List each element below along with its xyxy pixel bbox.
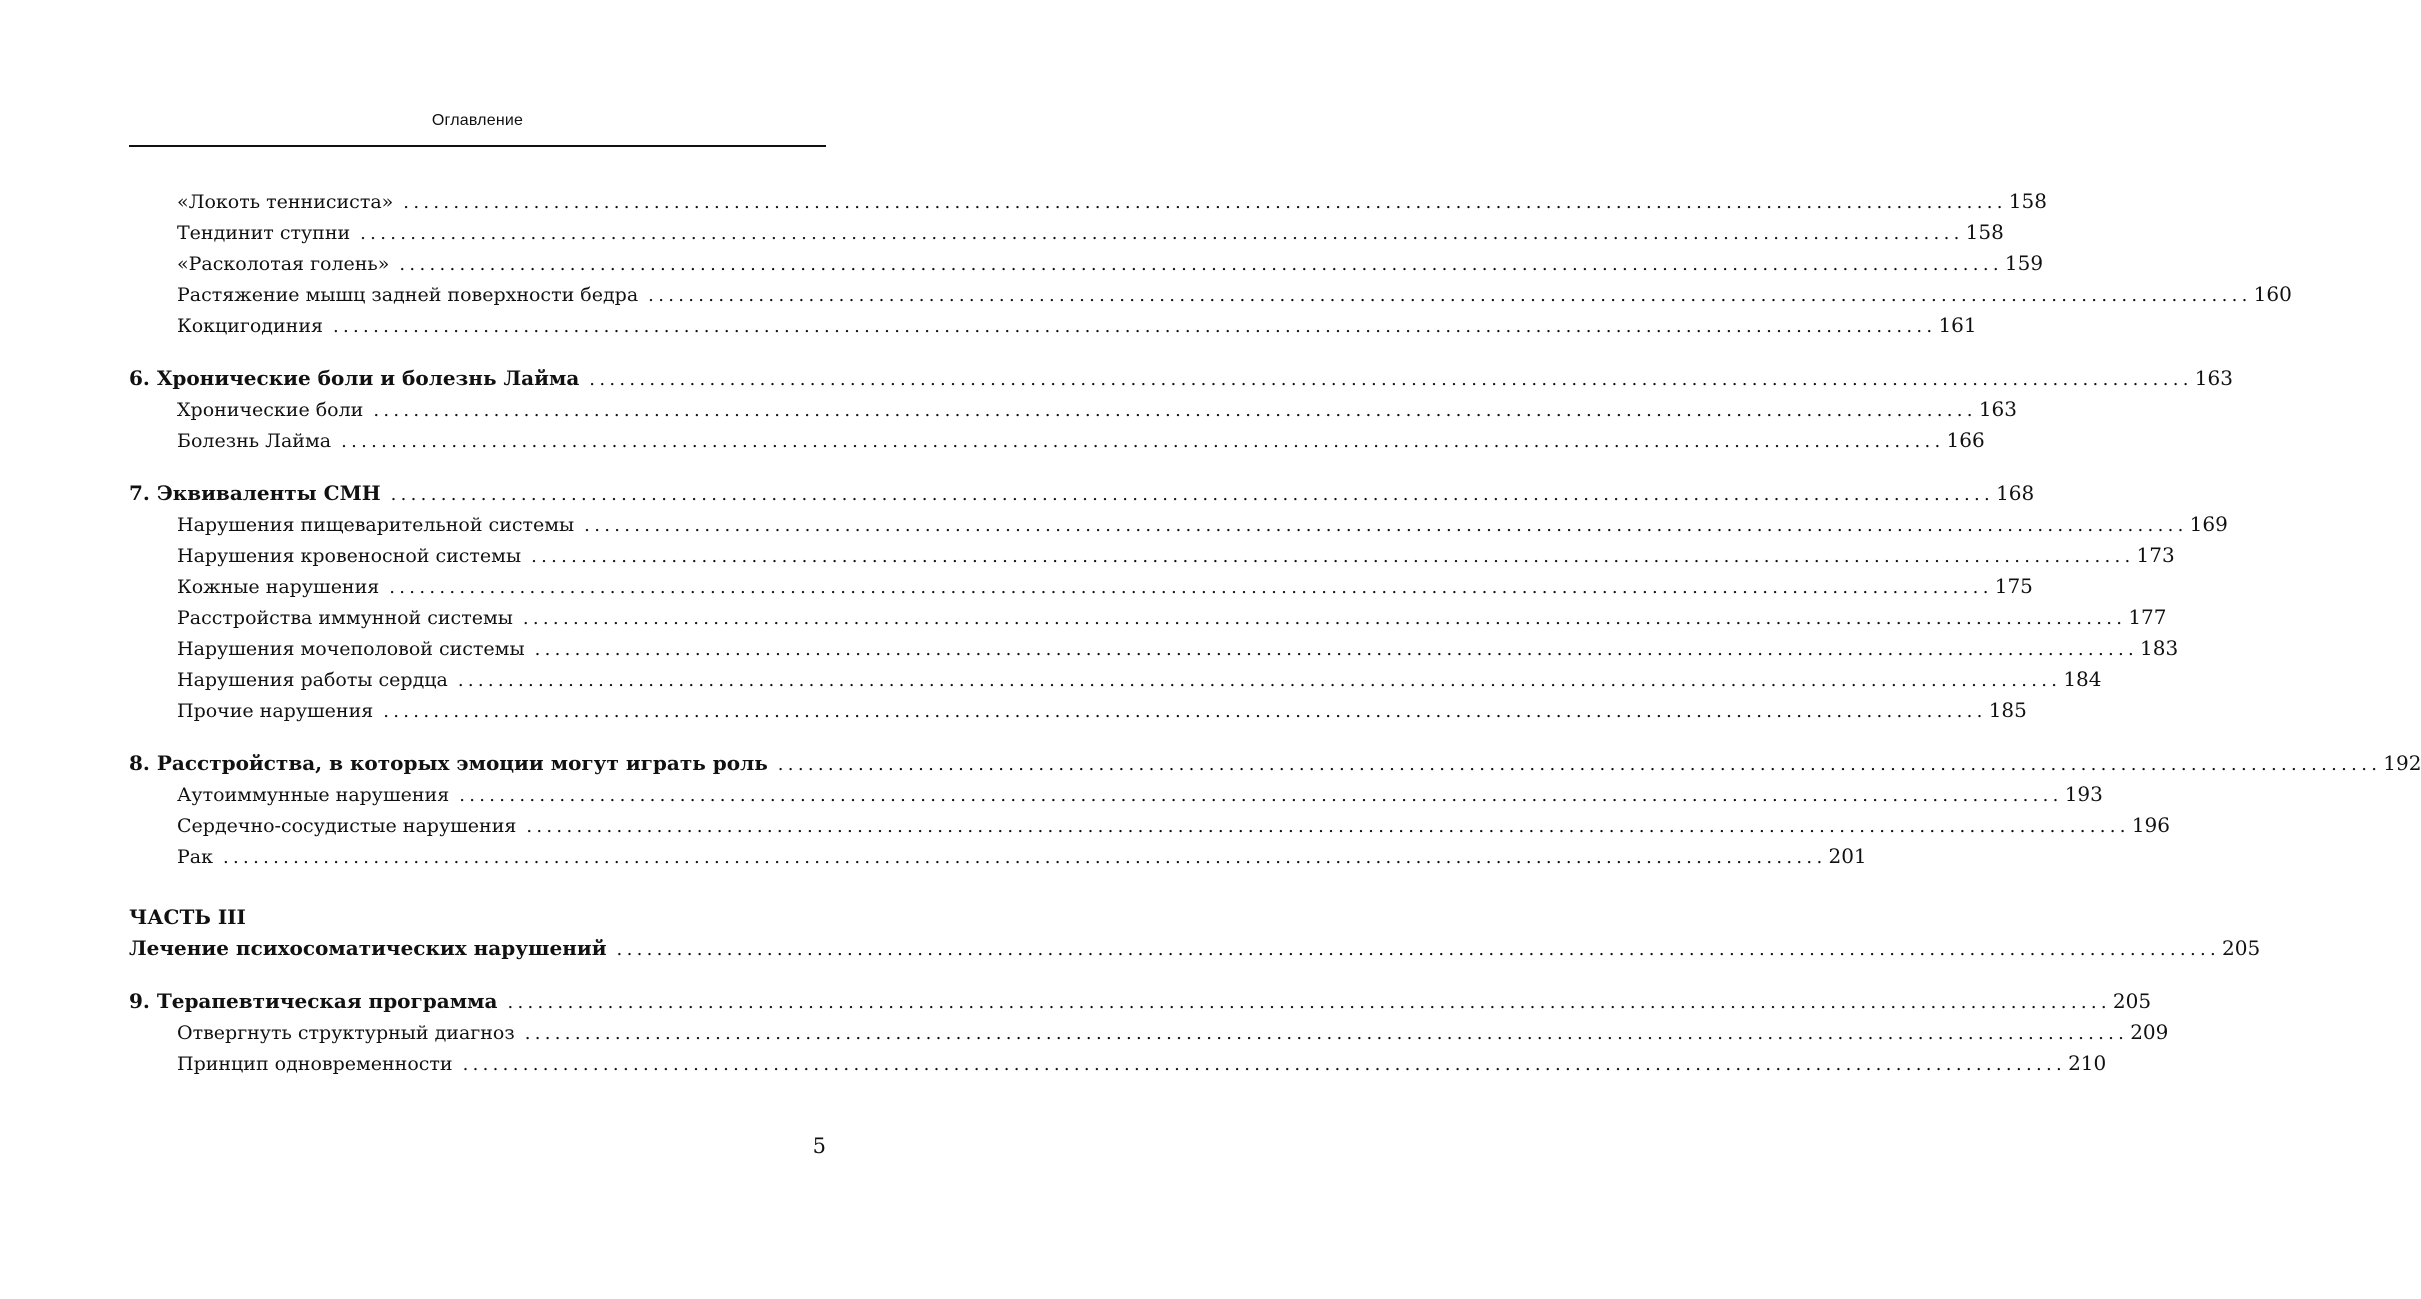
dot-leader: ................................................................................................................................................................ bbox=[389, 577, 1993, 598]
toc-chapter-8[interactable] bbox=[129, 748, 2421, 779]
toc-entry-circulatory[interactable] bbox=[129, 540, 2175, 571]
toc-entry-page: 175 bbox=[1994, 574, 2033, 598]
toc-entry-genitourinary[interactable] bbox=[129, 633, 2179, 664]
section-spacer bbox=[129, 456, 826, 478]
dot-leader: ................................................................................................................................................................ bbox=[223, 847, 1827, 868]
table-of-contents bbox=[129, 186, 2421, 1079]
toc-entry-page: 169 bbox=[2189, 512, 2228, 536]
dot-leader: ................................................................................................................................................................ bbox=[399, 254, 2003, 275]
toc-entry-foot-tendinitis[interactable] bbox=[129, 217, 2004, 248]
section-spacer bbox=[129, 726, 826, 748]
dot-leader: ................................................................................................................................................................ bbox=[589, 369, 2193, 390]
toc-entry-page: 210 bbox=[2068, 1051, 2107, 1075]
toc-entry-page: 161 bbox=[1938, 313, 1977, 337]
toc-entry-title: Нарушения кровеносной системы bbox=[177, 545, 522, 567]
toc-entry-tennis-elbow[interactable] bbox=[129, 186, 2047, 217]
toc-entry-immune[interactable] bbox=[129, 602, 2167, 633]
toc-entry-page: 177 bbox=[2128, 605, 2167, 629]
header-rule bbox=[129, 145, 826, 147]
toc-chapter-page: 192 bbox=[2383, 751, 2421, 775]
toc-entry-title: Нарушения пищеварительной системы bbox=[177, 514, 575, 536]
dot-leader: ................................................................................................................................................................ bbox=[373, 400, 1977, 421]
toc-entry-shin-splints[interactable] bbox=[129, 248, 2044, 279]
toc-entry-page: 158 bbox=[2008, 189, 2047, 213]
dot-leader: ................................................................................................................................................................ bbox=[457, 670, 2062, 691]
dot-leader: ................................................................................................................................................................ bbox=[616, 939, 2221, 960]
dot-leader: ................................................................................................................................................................ bbox=[584, 515, 2188, 536]
toc-entry-cancer[interactable] bbox=[129, 841, 1867, 872]
toc-entry-page: 183 bbox=[2140, 636, 2179, 660]
dot-leader: ................................................................................................................................................................ bbox=[522, 608, 2127, 629]
toc-entry-title: Отвергнуть структурный диагноз bbox=[177, 1022, 515, 1044]
toc-chapter-page: 205 bbox=[2112, 989, 2152, 1013]
toc-entry-title: Болезнь Лайма bbox=[177, 430, 332, 452]
dot-leader: ................................................................................................................................................................ bbox=[534, 639, 2139, 660]
toc-entry-page: 166 bbox=[1946, 428, 1985, 452]
toc-chapter-6[interactable] bbox=[129, 363, 2233, 394]
dot-leader: ................................................................................................................................................................ bbox=[648, 285, 2252, 306]
dot-leader: ................................................................................................................................................................ bbox=[383, 701, 1987, 722]
toc-entry-page: 173 bbox=[2136, 543, 2175, 567]
dot-leader: ................................................................................................................................................................ bbox=[507, 992, 2111, 1013]
toc-entry-chronic-pain[interactable] bbox=[129, 394, 2017, 425]
toc-entry-autoimmune[interactable] bbox=[129, 779, 2103, 810]
toc-entry-reject-structural[interactable] bbox=[129, 1017, 2169, 1048]
section-spacer bbox=[129, 964, 826, 986]
dot-leader: ................................................................................................................................................................ bbox=[390, 484, 1995, 505]
dot-leader: ................................................................................................................................................................ bbox=[360, 223, 1964, 244]
toc-entry-title: Хронические боли bbox=[177, 399, 364, 421]
toc-entry-title: Нарушения мочеполовой системы bbox=[177, 638, 525, 660]
dot-leader: ................................................................................................................................................................ bbox=[403, 192, 2007, 213]
toc-chapter-title: 9. Терапевтическая программа bbox=[129, 989, 498, 1013]
toc-entry-coccygodynia[interactable] bbox=[129, 310, 1977, 341]
dot-leader: ................................................................................................................................................................ bbox=[777, 754, 2382, 775]
toc-entry-title: Прочие нарушения bbox=[177, 700, 374, 722]
toc-entry-page: 185 bbox=[1988, 698, 2027, 722]
toc-entry-title: «Расколотая голень» bbox=[177, 253, 390, 275]
toc-entry-page: 160 bbox=[2253, 282, 2292, 306]
toc-entry-title: Сердечно-сосудистые нарушения bbox=[177, 815, 517, 837]
toc-chapter-7[interactable] bbox=[129, 478, 2035, 509]
dot-leader: ................................................................................................................................................................ bbox=[459, 785, 2063, 806]
dot-leader: ................................................................................................................................................................ bbox=[462, 1054, 2067, 1075]
section-spacer bbox=[129, 872, 826, 902]
dot-leader: ................................................................................................................................................................ bbox=[526, 816, 2130, 837]
toc-entry-digestive[interactable] bbox=[129, 509, 2228, 540]
toc-entry-lyme-disease[interactable] bbox=[129, 425, 1985, 456]
toc-entry-page: 201 bbox=[1828, 844, 1867, 868]
dot-leader: ................................................................................................................................................................ bbox=[531, 546, 2135, 567]
toc-entry-title: Аутоиммунные нарушения bbox=[177, 784, 450, 806]
toc-chapter-9[interactable] bbox=[129, 986, 2152, 1017]
dot-leader: ................................................................................................................................................................ bbox=[332, 316, 1937, 337]
toc-entry-title: «Локоть теннисиста» bbox=[177, 191, 394, 213]
toc-entry-title: Рак bbox=[177, 846, 213, 868]
toc-entry-heart[interactable] bbox=[129, 664, 2102, 695]
toc-part-page: 205 bbox=[2222, 936, 2261, 960]
toc-entry-title: Растяжение мышц задней поверхности бедра bbox=[177, 284, 639, 306]
running-head-title: Оглавление bbox=[431, 112, 524, 129]
dot-leader: ................................................................................................................................................................ bbox=[341, 431, 1945, 452]
toc-chapter-title: 6. Хронические боли и болезнь Лайма bbox=[129, 366, 580, 390]
dot-leader: ................................................................................................................................................................ bbox=[524, 1023, 2129, 1044]
toc-chapter-title: 7. Эквиваленты СМН bbox=[129, 481, 381, 505]
toc-entry-page: 163 bbox=[1978, 397, 2017, 421]
toc-entry-page: 209 bbox=[2130, 1020, 2169, 1044]
toc-part-label-text: ЧАСТЬ III bbox=[129, 905, 246, 929]
toc-part-3[interactable] bbox=[129, 933, 2261, 964]
toc-entry-page: 184 bbox=[2063, 667, 2102, 691]
toc-entry-title: Нарушения работы сердца bbox=[177, 669, 448, 691]
toc-entry-hamstring-strain[interactable] bbox=[129, 279, 2292, 310]
page-number: 5 bbox=[812, 1134, 826, 1158]
toc-part-label bbox=[129, 902, 826, 933]
toc-chapter-page: 163 bbox=[2194, 366, 2233, 390]
toc-entry-other[interactable] bbox=[129, 695, 2027, 726]
toc-entry-page: 193 bbox=[2064, 782, 2103, 806]
toc-entry-title: Принцип одновременности bbox=[177, 1053, 453, 1075]
toc-entry-page: 196 bbox=[2131, 813, 2171, 837]
toc-entry-title: Тендинит ступни bbox=[177, 222, 351, 244]
toc-chapter-page: 168 bbox=[1996, 481, 2035, 505]
toc-entry-title: Кокцигодиния bbox=[177, 315, 323, 337]
toc-entry-page: 158 bbox=[1965, 220, 2004, 244]
toc-part-title: Лечение психосоматических нарушений bbox=[129, 936, 607, 960]
toc-entry-page: 159 bbox=[2004, 251, 2044, 275]
toc-entry-title: Расстройства иммунной системы bbox=[177, 607, 513, 629]
toc-entry-skin[interactable] bbox=[129, 571, 2033, 602]
toc-entry-title: Кожные нарушения bbox=[177, 576, 380, 598]
section-spacer bbox=[129, 341, 826, 363]
toc-chapter-title: 8. Расстройства, в которых эмоции могут играть роль bbox=[129, 751, 768, 775]
toc-entry-cardiovascular[interactable] bbox=[129, 810, 2171, 841]
toc-entry-simultaneity[interactable] bbox=[129, 1048, 2107, 1079]
